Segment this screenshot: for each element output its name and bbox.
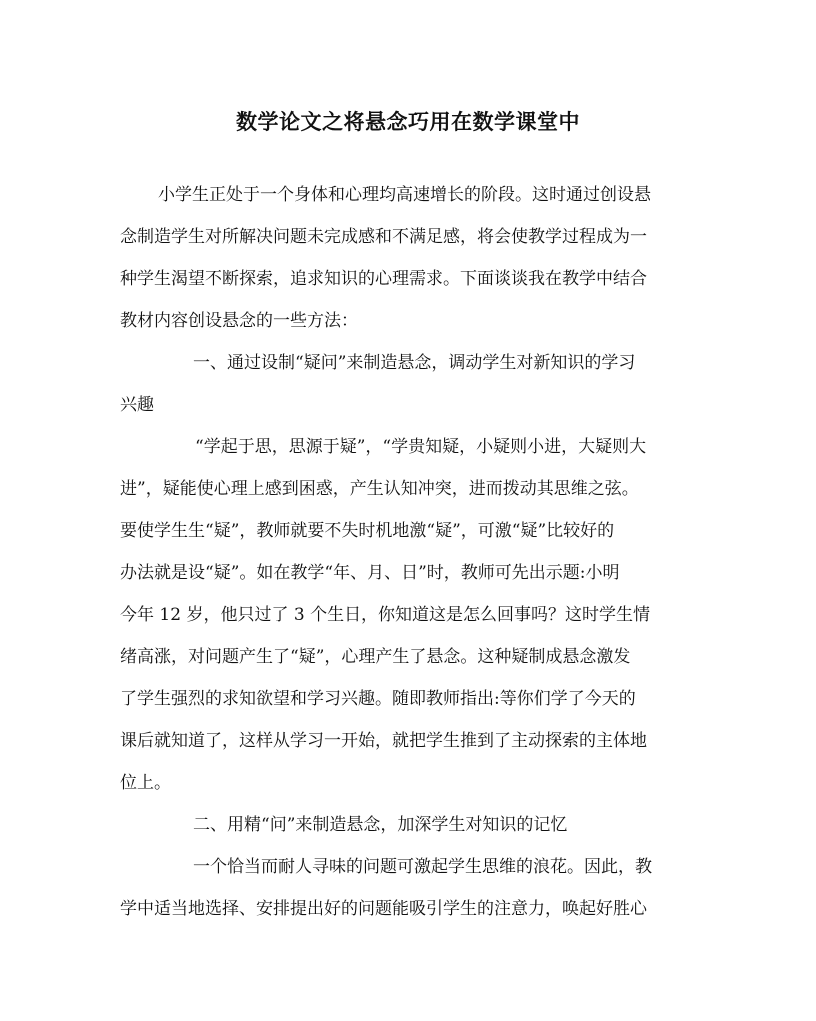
section-heading-line: 二、用精“问”来制造悬念，加深学生对知识的记忆 <box>193 815 568 835</box>
paragraph-line: 办法就是设“疑”。如在教学“年、月、日”时，教师可先出示题:小明 <box>120 563 620 583</box>
paragraph-line: 课后就知道了，这样从学习一开始，就把学生推到了主动探索的主体地 <box>120 731 647 751</box>
paragraph-line: 学中适当地选择、安排提出好的问题能吸引学生的注意力，唤起好胜心 <box>120 899 647 919</box>
paragraph-line: 要使学生生“疑”，教师就要不失时机地激“疑”，可激“疑”比较好的 <box>120 521 615 541</box>
paragraph-line: 教材内容创设悬念的一些方法： <box>120 311 358 331</box>
paragraph-line: 进”，疑能使心理上感到困惑，产生认知冲突，进而拨动其思维之弦。 <box>120 479 639 499</box>
section-heading-line: 一、通过设制“疑问”来制造悬念，调动学生对新知识的学习 <box>193 353 636 373</box>
document-title: 数学论文之将悬念巧用在数学课堂中 <box>236 109 580 134</box>
paragraph-line: 一个恰当而耐人寻味的问题可激起学生思维的浪花。因此，教 <box>193 857 652 877</box>
paragraph-line: 位上。 <box>120 773 171 793</box>
paragraph-line: 绪高涨，对问题产生了“疑”，心理产生了悬念。这种疑制成悬念激发 <box>120 647 631 667</box>
section-heading-line: 兴趣 <box>120 395 154 415</box>
paragraph-line: 念制造学生对所解决问题未完成感和不满足感，将会使教学过程成为一 <box>120 227 647 247</box>
paragraph-line: 今年 12 岁，他只过了 3 个生日，你知道这是怎么回事吗？这时学生情 <box>120 605 651 625</box>
paragraph-line: “学起于思，思源于疑”，“学贵知疑，小疑则小进，大疑则大 <box>195 437 647 457</box>
paragraph-line: 小学生正处于一个身体和心理均高速增长的阶段。这时通过创设悬 <box>158 185 651 205</box>
paragraph-line: 种学生渴望不断探索，追求知识的心理需求。下面谈谈我在教学中结合 <box>120 269 647 289</box>
paragraph-line: 了学生强烈的求知欲望和学习兴趣。随即教师指出:等你们学了今天的 <box>120 689 636 709</box>
